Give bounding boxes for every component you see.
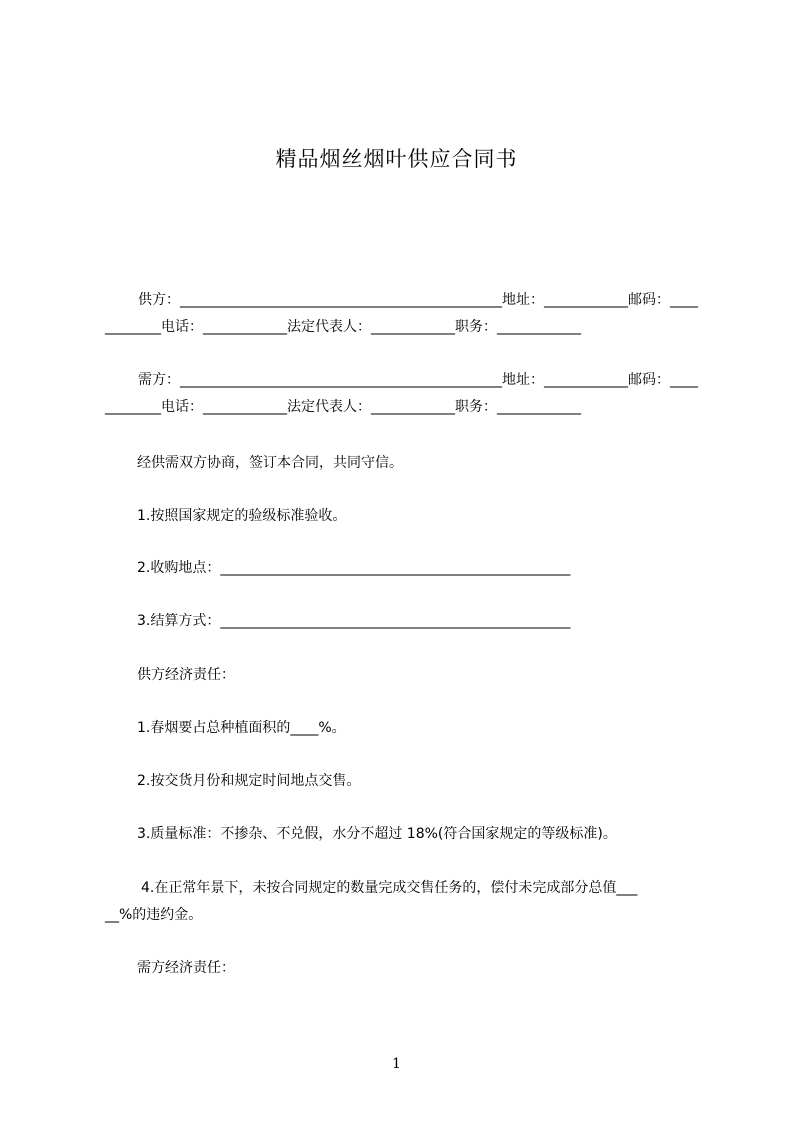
supplier-duty-heading: 供方经济责任： (137, 667, 235, 683)
page-number: 1 (392, 1056, 401, 1072)
clause-item-3: 3.结算方式：__________________________________________________ (137, 613, 571, 629)
supplier-info-line-1: 供方：______________________________________________地址：____________邮码：____ (138, 292, 698, 308)
clause-item-2: 2.收购地点：__________________________________________________ (137, 560, 571, 576)
supplier-duty-1: 1.春烟要占总种植面积的____%。 (137, 720, 346, 736)
supplier-duty-3: 3.质量标准：不掺杂、不兑假，水分不超过 18%(符合国家规定的等级标准)。 (137, 826, 617, 842)
supplier-duty-4-line-2: __%的违约金。 (105, 907, 203, 923)
supplier-info-line-2: ________电话：____________法定代表人：____________职务：____________ (105, 319, 581, 335)
clause-item-1: 1.按照国家规定的验级标准验收。 (137, 508, 347, 524)
intro-paragraph: 经供需双方协商，签订本合同，共同守信。 (137, 455, 403, 471)
buyer-info-line-1: 需方：______________________________________________地址：____________邮码：____ (138, 372, 698, 388)
document-title: 精品烟丝烟叶供应合同书 (275, 147, 518, 171)
supplier-duty-4-line-1: 4.在正常年景下，未按合同规定的数量完成交售任务的，偿付未完成部分总值___ (141, 880, 638, 896)
supplier-duty-2: 2.按交货月份和规定时间地点交售。 (137, 773, 361, 789)
buyer-info-line-2: ________电话：____________法定代表人：____________职务：____________ (105, 399, 581, 415)
buyer-duty-heading: 需方经济责任： (137, 960, 235, 976)
